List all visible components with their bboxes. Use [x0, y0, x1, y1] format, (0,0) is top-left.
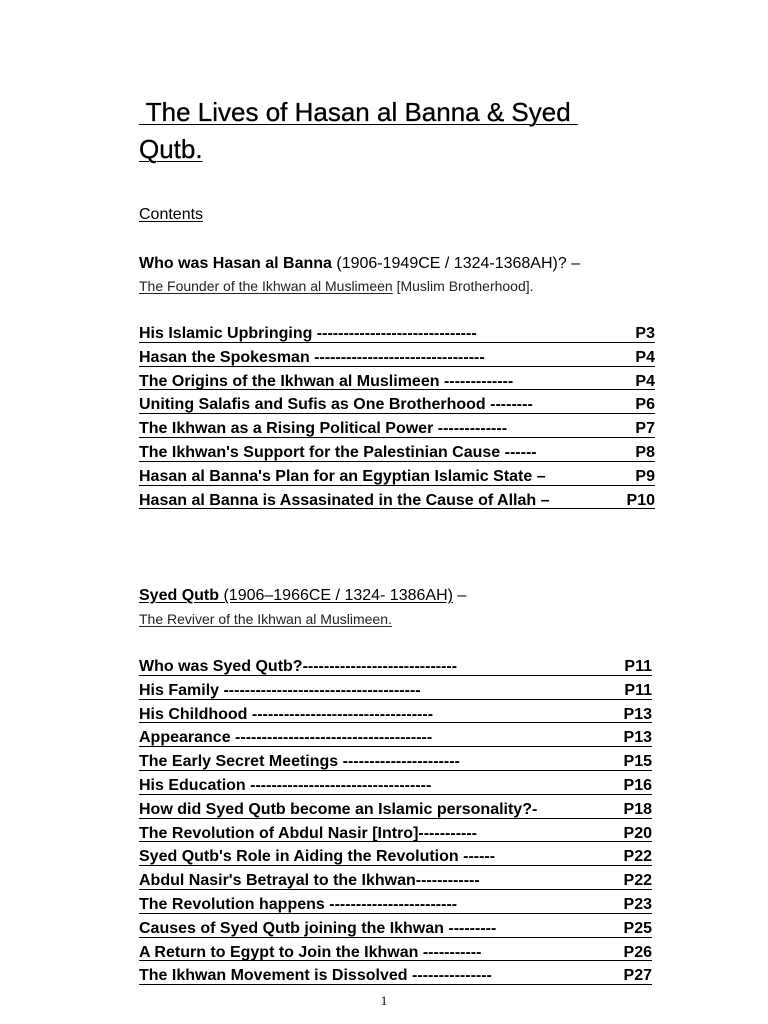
toc-entry[interactable] [139, 703, 652, 727]
toc-entry-title: His Childhood ---------------------------------- [139, 705, 434, 723]
toc-entry[interactable] [139, 869, 652, 893]
toc-entry-page: P3 [635, 325, 655, 342]
section-heading-dates: (1906-1949CE / 1324-1368AH)? – [331, 255, 581, 272]
toc-entry-page: P26 [623, 943, 652, 961]
section-subtitle-banna [139, 277, 534, 295]
toc-entry[interactable] [139, 489, 655, 513]
document-title [139, 94, 649, 168]
toc-entry[interactable] [139, 750, 652, 774]
title-line-2: Qutb. [139, 134, 203, 164]
toc-entry[interactable] [139, 322, 655, 346]
toc-entry[interactable] [139, 726, 652, 750]
toc-entry-page: P23 [623, 895, 652, 913]
toc-entry-title: The Ikhwan as a Rising Political Power ------------- [139, 420, 508, 438]
toc-entry-title: Abdul Nasir's Betrayal to the Ikhwan------------ [139, 872, 480, 890]
toc-entry-page: P22 [623, 848, 652, 866]
toc-entry-page: P4 [635, 348, 655, 366]
toc-entry-title: The Early Secret Meetings ---------------------- [139, 753, 460, 771]
toc-entry-title: How did Syed Qutb become an Islamic personality?- [139, 800, 538, 818]
toc-entry[interactable] [139, 679, 652, 703]
toc-entry[interactable] [139, 845, 652, 869]
page-number: 1 [380, 993, 388, 1008]
toc-entry-page: P9 [635, 467, 655, 485]
toc-entry-page: P4 [635, 372, 655, 390]
toc-entry-title: Who was Syed Qutb?----------------------------- [139, 658, 458, 675]
section-heading-name: Syed Qutb [139, 587, 220, 604]
toc-entry-title: The Origins of the Ikhwan al Muslimeen ------------- [139, 372, 514, 390]
contents-heading: Contents [139, 206, 204, 223]
section-heading-banna [139, 254, 580, 274]
toc-entry-title: Causes of Syed Qutb joining the Ikhwan --------- [139, 919, 497, 937]
toc-entry-page: P13 [623, 729, 652, 747]
toc-entry[interactable] [139, 893, 652, 917]
toc-entry-page: P13 [623, 705, 652, 723]
toc-entry[interactable] [139, 370, 655, 394]
toc-entry-title: The Ikhwan's Support for the Palestinian Cause ------ [139, 443, 537, 461]
toc-entry-title: His Islamic Upbringing ------------------------------ [139, 325, 477, 342]
toc-entry-page: P10 [626, 491, 655, 509]
toc-list-qutb [139, 655, 652, 988]
toc-entry-title: The Revolution happens ------------------------ [139, 895, 458, 913]
toc-entry-page: P15 [623, 753, 652, 771]
toc-entry-page: P16 [623, 776, 652, 794]
toc-entry-page: P11 [624, 681, 652, 699]
toc-entry-title: Uniting Salafis and Sufis as One Brotherhood -------- [139, 396, 533, 414]
toc-entry[interactable] [139, 822, 652, 846]
toc-entry-title: His Education ---------------------------------- [139, 776, 432, 794]
toc-entry-title: Appearance ------------------------------------- [139, 729, 433, 747]
toc-entry-page: P25 [623, 919, 652, 937]
toc-entry[interactable] [139, 655, 652, 679]
toc-entry-title: Hasan al Banna is Assasinated in the Cause of Allah – [139, 491, 550, 509]
toc-entry[interactable] [139, 941, 652, 965]
section-subtitle-underlined: The Founder of the Ikhwan al Muslimeen [139, 278, 393, 294]
section-heading-qutb [139, 586, 466, 606]
toc-entry[interactable] [139, 465, 655, 489]
toc-entry[interactable] [139, 393, 655, 417]
toc-entry-page: P6 [635, 396, 655, 414]
section-heading-dash: – [452, 587, 467, 604]
toc-entry-page: P18 [623, 800, 652, 818]
section-subtitle-rest: [Muslim Brotherhood]. [392, 278, 534, 294]
section-subtitle-underlined: The Reviver of the Ikhwan al Muslimeen. [139, 611, 392, 627]
toc-entry-title: His Family ------------------------------------- [139, 681, 421, 699]
section-heading-dates: (1906–1966CE / 1324- 1386AH) [219, 587, 453, 604]
toc-entry-title: The Revolution of Abdul Nasir [Intro]----------- [139, 824, 477, 842]
section-subtitle-qutb [139, 610, 392, 628]
toc-entry-title: Hasan al Banna's Plan for an Egyptian Islamic State – [139, 467, 546, 485]
toc-entry[interactable] [139, 346, 655, 370]
toc-list-banna [139, 322, 655, 512]
toc-entry-page: P20 [623, 824, 652, 842]
toc-entry-page: P11 [624, 658, 652, 675]
toc-entry-page: P22 [623, 872, 652, 890]
toc-entry-page: P8 [635, 443, 655, 461]
toc-entry-title: The Ikhwan Movement is Dissolved --------------- [139, 967, 492, 985]
toc-entry-title: Hasan the Spokesman -------------------------------- [139, 348, 485, 366]
toc-entry[interactable] [139, 917, 652, 941]
toc-entry[interactable] [139, 417, 655, 441]
toc-entry[interactable] [139, 964, 652, 988]
toc-entry-page: P27 [623, 967, 652, 985]
toc-entry-title: Syed Qutb's Role in Aiding the Revolution ------ [139, 848, 496, 866]
toc-entry[interactable] [139, 774, 652, 798]
toc-entry-title: A Return to Egypt to Join the Ikhwan ----------- [139, 943, 482, 961]
toc-entry[interactable] [139, 441, 655, 465]
toc-entry-page: P7 [635, 420, 655, 438]
toc-entry[interactable] [139, 798, 652, 822]
section-heading-name: Who was Hasan al Banna [139, 255, 332, 272]
title-line-1: The Lives of Hasan al Banna & Syed [139, 97, 578, 127]
